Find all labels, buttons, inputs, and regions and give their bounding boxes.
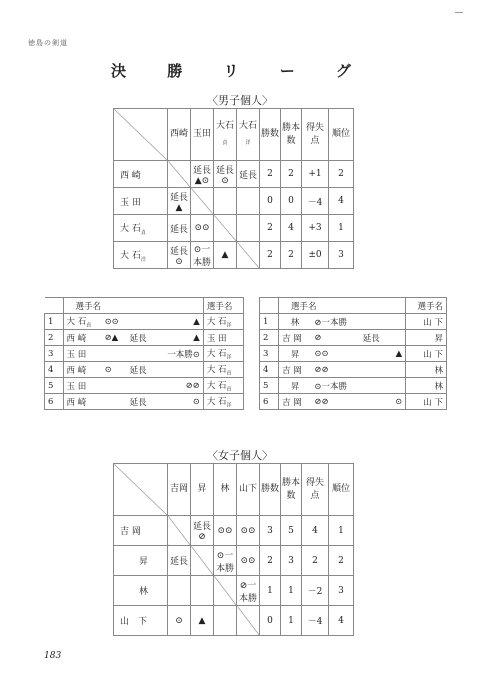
result-cell: ⊙⊙ (237, 516, 260, 546)
self-cell (168, 516, 191, 546)
col-header: 西崎 (168, 109, 191, 161)
stat-cell: 2 (260, 161, 281, 188)
result-cell (191, 576, 214, 606)
stat-cell: 2 (329, 546, 354, 576)
list-row: 4 西 崎 ⊙ 延長 大 石$_貞$ (45, 362, 244, 378)
result-cell: ⊙一本勝 (191, 242, 214, 269)
result-cell: 延長 (168, 546, 191, 576)
stat-cell: 5 (281, 516, 302, 546)
running-header: 徳島の剣道 (28, 39, 68, 47)
row-name: 大 石$_洋$ (114, 242, 168, 269)
self-cell (237, 606, 260, 636)
stat-cell: 0 (260, 188, 281, 215)
result-cell (237, 215, 260, 242)
list-row: 3 玉 田 一本勝⊙ 大 石$_洋$ (45, 346, 244, 362)
stat-cell: 1 (329, 215, 354, 242)
stat-cell: +1 (302, 161, 329, 188)
stat-header: 勝本数 (281, 464, 302, 516)
col-header: 山下 (237, 464, 260, 516)
row-name: 山 下 (114, 606, 168, 636)
self-cell (214, 576, 237, 606)
stat-cell: －4 (302, 188, 329, 215)
self-cell (214, 215, 237, 242)
stat-cell: 2 (260, 215, 281, 242)
list-row: 5 玉 田 ⊘⊘ 大 石$_貞$ (45, 378, 244, 394)
row-name: 大 石$_貞$ (114, 215, 168, 242)
col-header: 大石 $_貞$ (214, 109, 237, 161)
stat-cell: 2 (260, 242, 281, 269)
list-row: 5 昇 ⊙一本勝 林 (260, 378, 447, 394)
stat-header: 勝数 (260, 109, 281, 161)
result-cell: ⊙⊙ (214, 516, 237, 546)
result-cell: 延長▲⊙ (191, 161, 214, 188)
page-title: 決 勝 リ ー グ (111, 62, 369, 80)
women-subtitle: 〈女子個人〉 (207, 449, 273, 462)
stat-header: 勝数 (260, 464, 281, 516)
result-cell: 延長⊙ (168, 242, 191, 269)
result-cell: ⊙⊙ (191, 215, 214, 242)
list-row: 3 昇 ⊙⊙ ▲ 山 下 (260, 346, 447, 362)
stat-cell: －2 (302, 576, 329, 606)
list-header: 選手名 (406, 298, 447, 314)
men-league-table (113, 108, 354, 269)
row-name: 玉 田 (114, 188, 168, 215)
list-row: 2 吉 岡 ⊘ 延長 昇 (260, 330, 447, 346)
result-cell: ▲ (191, 606, 214, 636)
result-cell: 延長 (237, 161, 260, 188)
stat-cell: －4 (302, 606, 329, 636)
stat-cell: 3 (260, 516, 281, 546)
result-cell (237, 188, 260, 215)
corner-cell (114, 464, 168, 516)
list-row: 6 吉 岡 ⊘⊘ ⊙ 山 下 (260, 394, 447, 410)
stat-header: 得失点 (302, 464, 329, 516)
men-subtitle: 〈男子個人〉 (207, 94, 273, 107)
stat-cell: 3 (329, 576, 354, 606)
col-header: 昇 (191, 464, 214, 516)
stat-cell: 1 (260, 576, 281, 606)
women-league-table (113, 463, 354, 636)
list-header: 選手名 (63, 298, 203, 314)
stat-cell: 2 (260, 546, 281, 576)
stat-cell: 1 (281, 576, 302, 606)
row-name: 林 (114, 576, 168, 606)
col-header: 林 (214, 464, 237, 516)
stat-cell: 4 (281, 215, 302, 242)
stat-cell: 4 (329, 606, 354, 636)
list-header: 選手名 (203, 298, 243, 314)
stat-cell: 4 (329, 188, 354, 215)
row-name: 西 崎 (114, 161, 168, 188)
col-header: 大石 $_洋$ (237, 109, 260, 161)
stat-cell: 4 (302, 516, 329, 546)
col-header: 吉岡 (168, 464, 191, 516)
result-cell: ⊙⊙ (237, 546, 260, 576)
stat-cell: 1 (281, 606, 302, 636)
list-row: 2 西 崎 ⊘▲ 延長 ▲ 玉 田 (45, 330, 244, 346)
row-name: 昇 (114, 546, 168, 576)
list-header: 選手名 (279, 298, 406, 314)
stat-cell: +3 (302, 215, 329, 242)
women-match-list (259, 297, 447, 410)
list-row: 6 西 崎 延長 ⊙ 大 石$_洋$ (45, 394, 244, 410)
result-cell (214, 188, 237, 215)
stat-cell: 1 (329, 516, 354, 546)
stat-cell: 3 (281, 546, 302, 576)
self-cell (191, 188, 214, 215)
stat-header: 順位 (329, 109, 354, 161)
result-cell: 延長▲ (168, 188, 191, 215)
stat-cell: 0 (260, 606, 281, 636)
stat-cell: 2 (302, 546, 329, 576)
result-cell: 延長 (168, 215, 191, 242)
corner-cell (114, 109, 168, 161)
page-number: 183 (44, 651, 62, 661)
row-name: 吉 岡 (114, 516, 168, 546)
stat-header: 勝本数 (281, 109, 302, 161)
stat-header: 得失点 (302, 109, 329, 161)
result-cell: ▲ (214, 242, 237, 269)
list-row: 4 吉 岡 ⊘⊘ 林 (260, 362, 447, 378)
result-cell: ⊙ (168, 606, 191, 636)
result-cell: ⊘一本勝 (237, 576, 260, 606)
self-cell (237, 242, 260, 269)
col-header: 玉田 (191, 109, 214, 161)
result-cell: ⊙一本勝 (214, 546, 237, 576)
self-cell (168, 161, 191, 188)
stat-cell: 2 (281, 242, 302, 269)
result-cell: 延長⊙ (214, 161, 237, 188)
stat-cell: ±0 (302, 242, 329, 269)
result-cell (214, 606, 237, 636)
stat-cell: 0 (281, 188, 302, 215)
corner-mark (455, 12, 463, 13)
result-cell (168, 576, 191, 606)
stat-cell: 2 (281, 161, 302, 188)
result-cell: 延長⊘ (191, 516, 214, 546)
stat-cell: 3 (329, 242, 354, 269)
stat-cell: 2 (329, 161, 354, 188)
men-match-list (44, 297, 244, 410)
list-row: 1 林 ⊘一本勝 山 下 (260, 314, 447, 330)
stat-header: 順位 (329, 464, 354, 516)
list-row: 1 大 石$_貞$ ⊙⊙ ▲ 大 石$_洋$ (45, 314, 244, 330)
self-cell (191, 546, 214, 576)
